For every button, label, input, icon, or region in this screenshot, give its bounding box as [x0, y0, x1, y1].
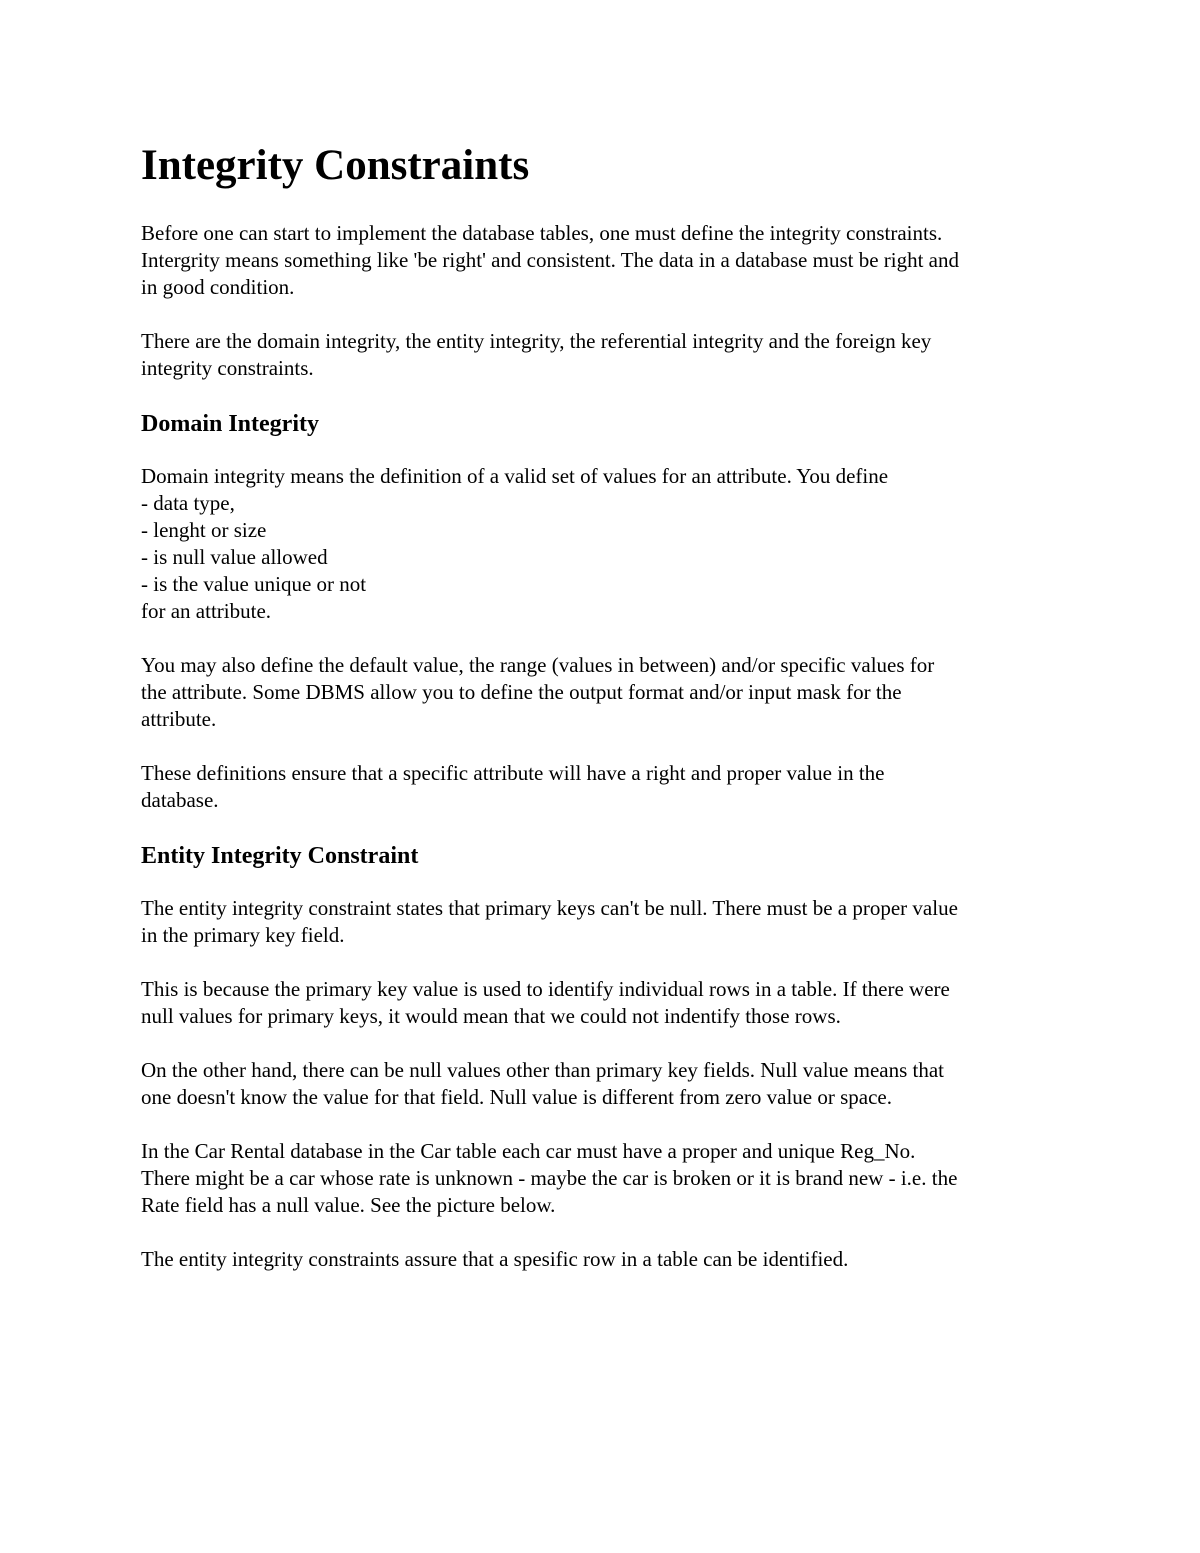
entity-paragraph-2	[141, 976, 1076, 1030]
document-page	[141, 140, 1076, 1300]
section-heading-entity-integrity: Entity Integrity Constraint	[141, 842, 419, 869]
list-item: - is the value unique or not	[141, 571, 367, 596]
text-line: Rate field has a null value. See the picture below.	[141, 1192, 556, 1217]
domain-paragraph-1	[141, 463, 1076, 625]
text-line: in good condition.	[141, 274, 295, 299]
text-line: You may also define the default value, the range (values in between) and/or specific values for	[141, 652, 935, 677]
text-line: Intergrity means something like 'be right' and consistent. The data in a database must be right and	[141, 247, 960, 272]
text-line: On the other hand, there can be null values other than primary key fields. Null value means that	[141, 1057, 944, 1082]
list-item: - lenght or size	[141, 517, 267, 542]
list-item: - data type,	[141, 490, 235, 515]
section-heading-domain-integrity: Domain Integrity	[141, 410, 319, 437]
text-line: null values for primary keys, it would mean that we could not indentify those rows.	[141, 1003, 841, 1028]
text-line: This is because the primary key value is used to identify individual rows in a table. If there were	[141, 976, 950, 1001]
text-line: These definitions ensure that a specific attribute will have a right and proper value in the	[141, 760, 885, 785]
text-line: for an attribute.	[141, 598, 272, 623]
text-line: database.	[141, 787, 219, 812]
entity-paragraph-3	[141, 1057, 1076, 1111]
text-line: In the Car Rental database in the Car table each car must have a proper and unique Reg_No.	[141, 1138, 916, 1163]
text-line: Domain integrity means the definition of a valid set of values for an attribute. You define	[141, 463, 889, 488]
entity-paragraph-4	[141, 1138, 1076, 1219]
text-line: the attribute. Some DBMS allow you to define the output format and/or input mask for the	[141, 679, 902, 704]
text-line: in the primary key field.	[141, 922, 345, 947]
text-line: The entity integrity constraint states that primary keys can't be null. There must be a proper value	[141, 895, 958, 920]
page-title: Integrity Constraints	[141, 142, 530, 189]
text-line: one doesn't know the value for that field. Null value is different from zero value or space.	[141, 1084, 892, 1109]
text-line: The entity integrity constraints assure that a spesific row in a table can be identified.	[141, 1246, 849, 1271]
domain-paragraph-3	[141, 760, 1076, 814]
domain-paragraph-2	[141, 652, 1076, 733]
entity-paragraph-5	[141, 1246, 1076, 1273]
intro-paragraph-2	[141, 328, 1076, 382]
list-item: - is null value allowed	[141, 544, 328, 569]
text-line: There might be a car whose rate is unknown - maybe the car is broken or it is brand new - i.e. the	[141, 1165, 958, 1190]
text-line: integrity constraints.	[141, 355, 314, 380]
text-line: Before one can start to implement the database tables, one must define the integrity constraints.	[141, 220, 943, 245]
text-line: There are the domain integrity, the entity integrity, the referential integrity and the foreign key	[141, 328, 932, 353]
entity-paragraph-1	[141, 895, 1076, 949]
text-line: attribute.	[141, 706, 217, 731]
intro-paragraph-1	[141, 220, 1076, 301]
